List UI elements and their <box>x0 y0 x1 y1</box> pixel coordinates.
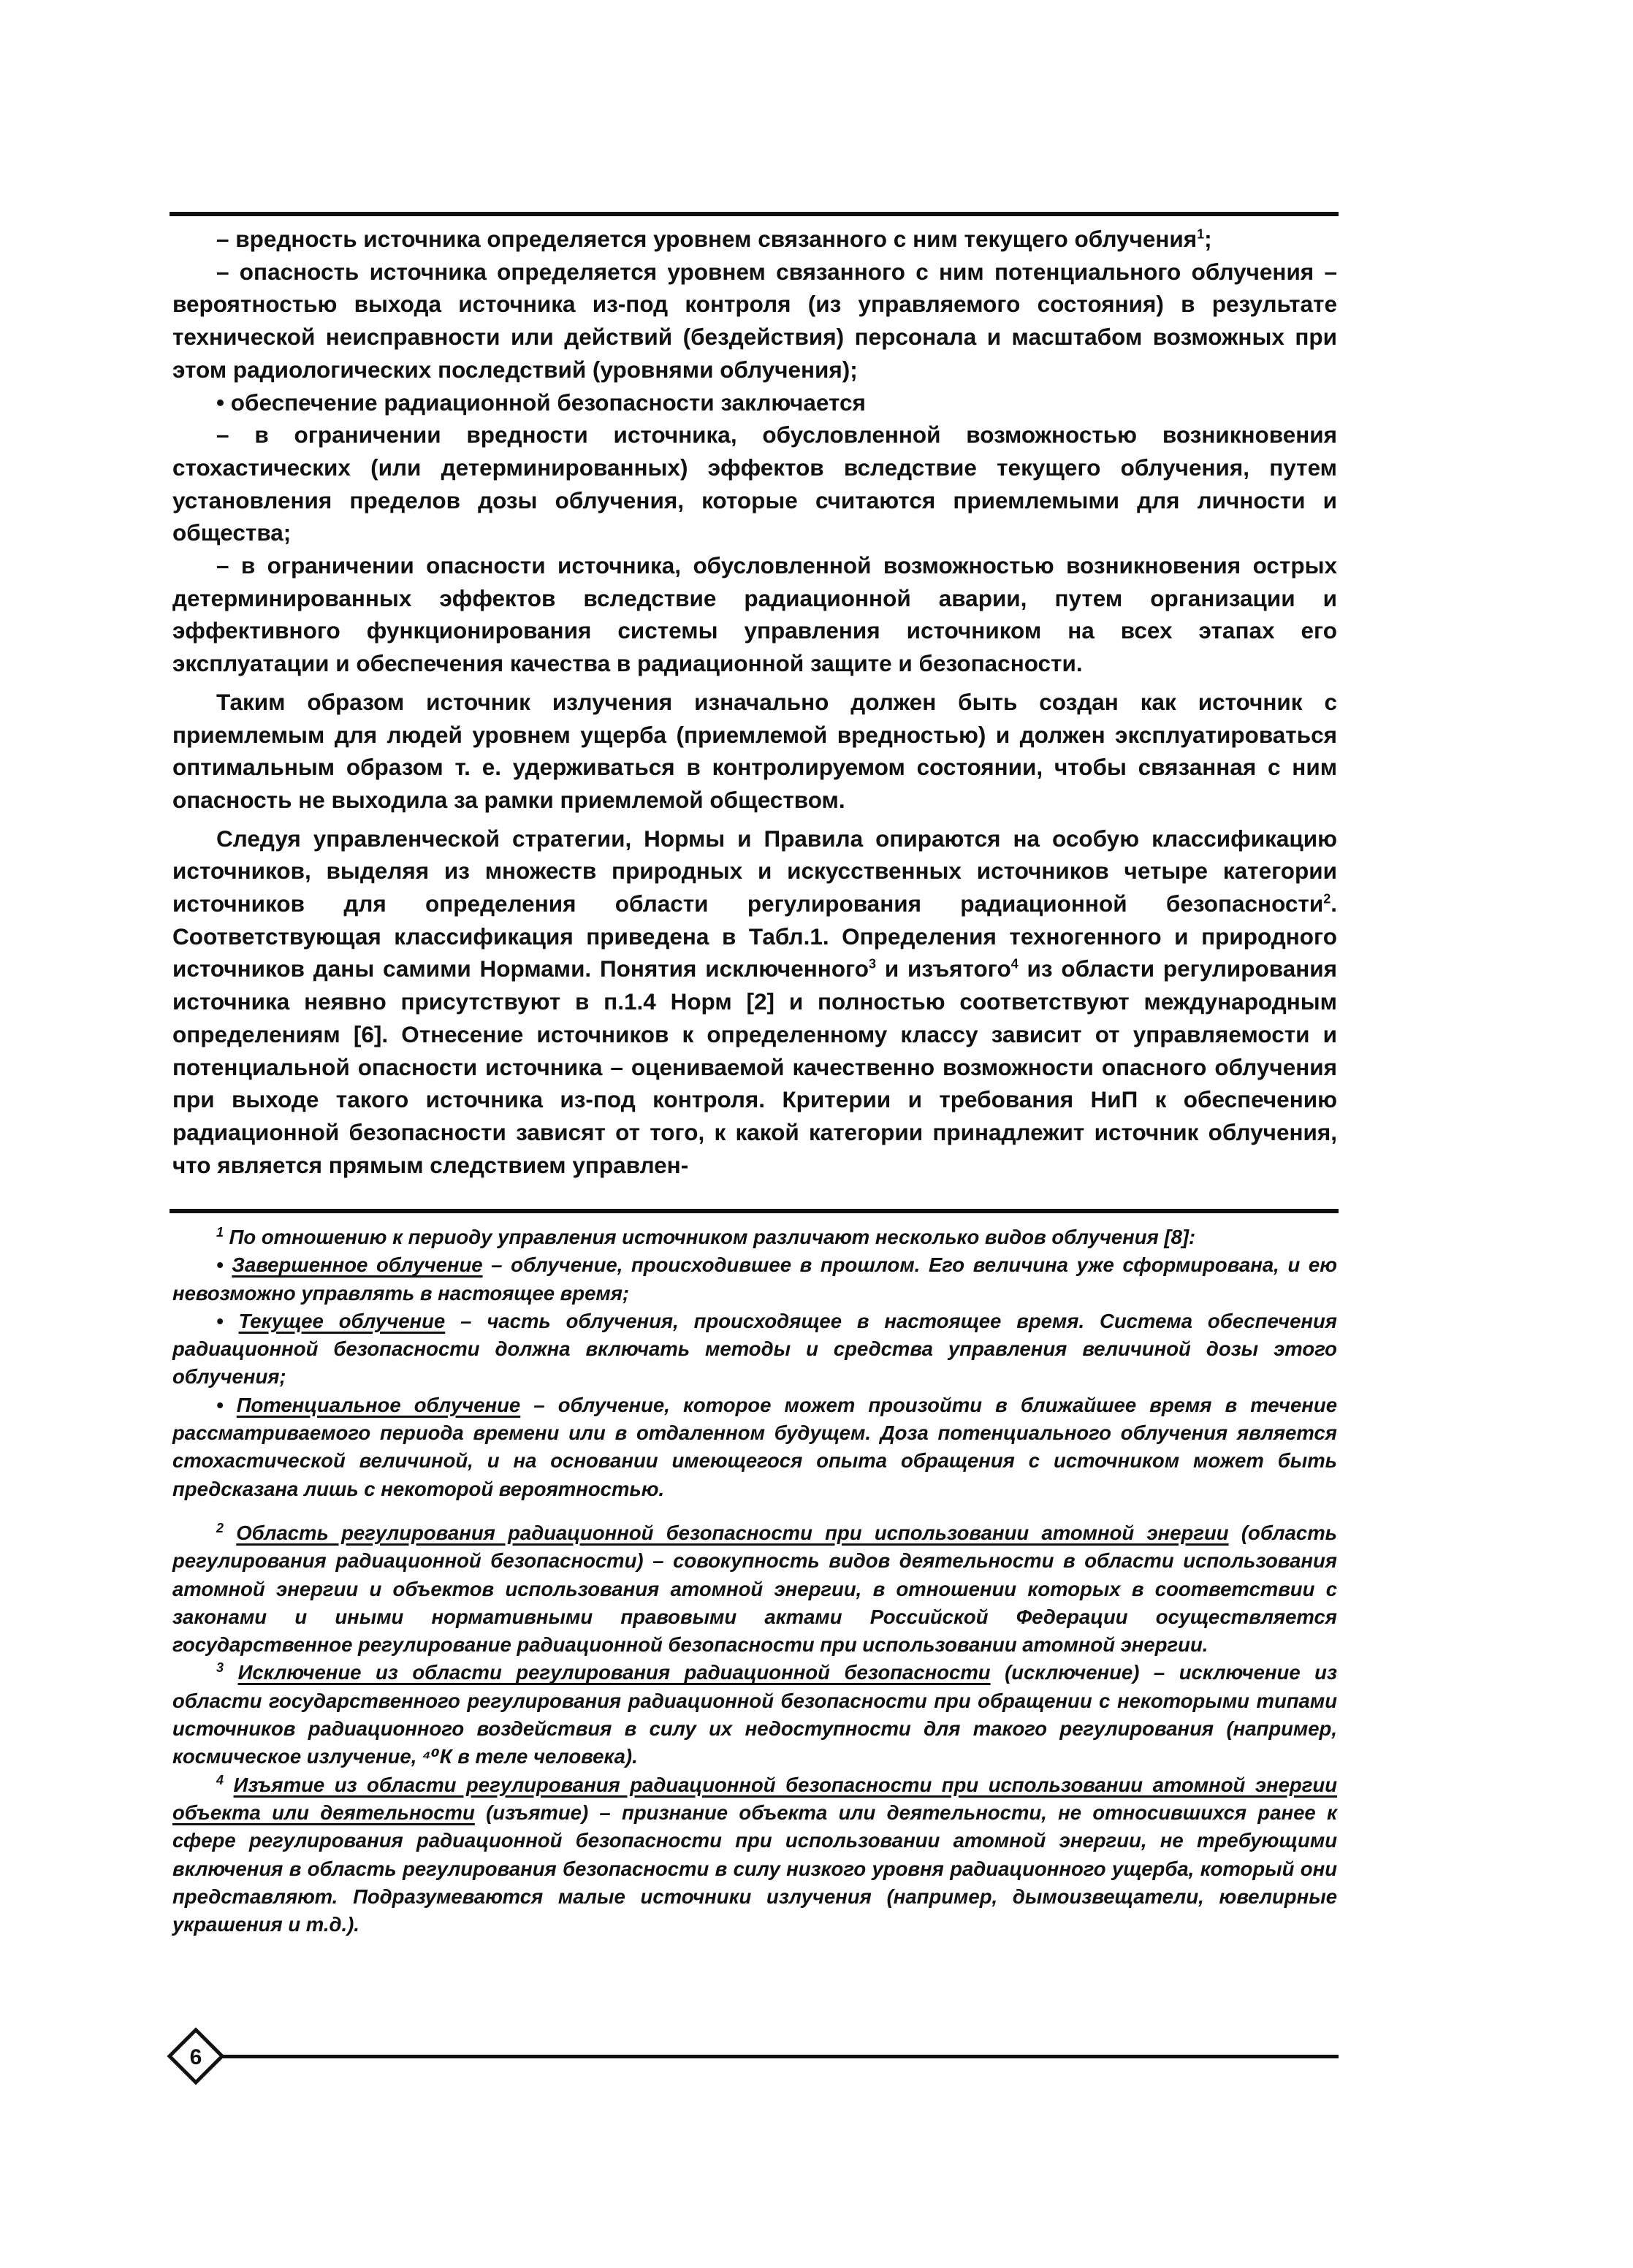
main-text <box>172 223 1337 1181</box>
paragraph-danger: – опасность источника определяется уровнем связанного с ним потенциального облучения – вероятностью выхода источника из-под контроля (из управляемого состояния) в результате технической неисправности или действий (бездействия) персонала и масштабом возможных при этом радиологических последствий (уровнями облучения); <box>172 258 1337 383</box>
footnotes <box>172 1223 1337 1939</box>
page-number: 6 <box>189 2045 202 2069</box>
diamond-icon <box>167 2027 225 2085</box>
bottom-rule <box>221 2055 1339 2058</box>
paragraph-classification: Следуя управленческой стратегии, Нормы и Правила опираются на особую классификацию источников, выделяя из множеств природных и искусственных источников четыре категории источников для определения области регулирования радиационной безопасности$^2$. Соответствующая классификация приведена в Табл.1. Определения техногенного и природного источников даны самими Нормами. Понятия исключенного$^3$ и изъятого$^4$ из области регулирования источника неявно присутствуют в п.1.4 Норм [2] и полностью соответствуют международным определениям [6]. Отнесение источников к определенному классу зависит от управляемости и потенциальной опасности источника – оцениваемой качественно возможности опасного облучения при выходе такого источника из-под контроля. Критерии и требования НиП к обеспечению радиационной безопасности зависят от того, к какой категории принадлежит источник облучения, что является прямым следствием управлен- <box>172 825 1337 1178</box>
footnote-4: $^4$ Изъятие из области регулирования радиационной безопасности при использовании атомной энергии объекта или деятельности (изъятие) – признание объекта или деятельности, не относившихся ранее к сфере регулирования радиационной безопасности при использовании атомной энергии, не требующими включения в область регулирования безопасности в силу низкого уровня радиационного ущерба, который они представляют. Подразумеваются малые источники излучения (например, дымоизвещатели, ювелирные украшения и т.д.). <box>172 1772 1337 1936</box>
footnote-2: $^2$ Область регулирования радиационной безопасности при использовании атомной энергии (область регулирования радиационной безопасности) – совокупность видов деятельности в области использования атомной энергии и объектов использования атомной энергии, в отношении которых в соответствии с законами и иными нормативными правовыми актами Российской Федерации осуществляется государственное регулирование радиационной безопасности при использовании атомной энергии. <box>172 1520 1337 1657</box>
footnote-1-completed: • Завершенное облучение – облучение, происходившее в прошлом. Его величина уже сформирована, и ею невозможно управлять в настоящее время; <box>172 1253 1337 1305</box>
footnote-rule <box>170 1209 1339 1213</box>
footnote-1: $^1$ По отношению к периоду управления источником различают несколько видов облучения [8]: <box>216 1224 1196 1248</box>
paragraph-danger-limit: – в ограничении опасности источника, обусловленной возможностью возникновения острых детерминированных эффектов вследствие радиационной аварии, путем организации и эффективного функционирования системы управления источником на всех этапах его эксплуатации и обеспечения качества в радиационной защите и безопасности. <box>172 552 1337 677</box>
footnote-3: $^3$ Исключение из области регулирования радиационной безопасности (исключение) – исключение из области государственного регулирования радиационной безопасности при обращении с некоторыми типами источников радиационного воздействия в силу их недоступности для такого регулирования (например, космическое излучение, ⁴⁰К в теле человека). <box>172 1660 1337 1768</box>
page-number-badge <box>167 2027 225 2085</box>
paragraph-harm: – вредность источника определяется уровнем связанного с ним текущего облучения$^1$; <box>216 226 1212 252</box>
top-rule <box>170 212 1339 216</box>
footnote-1-current: • Текущее облучение – часть облучения, происходящее в настоящее время. Система обеспечения радиационной безопасности должна включать методы и средства управления величиной дозы этого облучения; <box>172 1309 1337 1389</box>
paragraph-harm-limit: – в ограничении вредности источника, обусловленной возможностью возникновения стохастических (или детерминированных) эффектов вследствие текущего облучения, путем установления пределов дозы облучения, которые считаются приемлемыми для личности и общества; <box>172 421 1337 546</box>
paragraph-conclusion: Таким образом источник излучения изначально должен быть создан как источник с приемлемым для людей уровнем ущерба (приемлемой вредностью) и должен эксплуатироваться оптимальным образом т. е. удерживаться в контролируемом состоянии, чтобы связанная с ним опасность не выходила за рамки приемлемой обществом. <box>172 688 1337 813</box>
footnote-1-potential: • Потенциальное облучение – облучение, которое может произойти в ближайшее время в течение рассматриваемого периода времени или в отдаленном будущем. Доза потенциального облучения является стохастической величиной, и на основании имеющегося опыта обращения с источником может быть предсказана лишь с некоторой вероятностью. <box>172 1393 1337 1500</box>
bullet-safety: • обеспечение радиационной безопасности заключается <box>216 389 866 416</box>
